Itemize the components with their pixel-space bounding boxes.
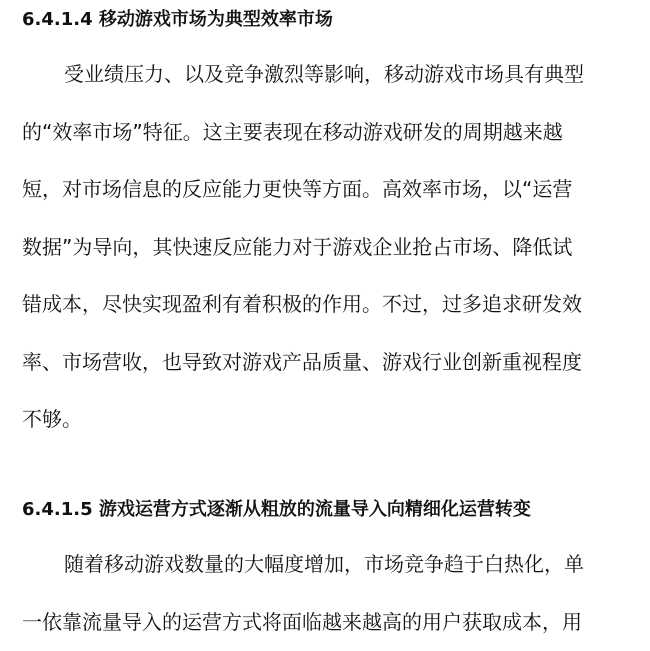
paragraph-line: 数据”为导向，其快速反应能力对于游戏企业抢占市场、降低试 [22, 219, 622, 277]
section-paragraph-6-4-1-5 [22, 536, 622, 651]
paragraph-line: 不够。 [22, 391, 622, 449]
paragraph-line: 一依靠流量导入的运营方式将面临越来越高的用户获取成本，用 [22, 594, 622, 651]
paragraph-line: 错成本，尽快实现盈利有着积极的作用。不过，过多追求研发效 [22, 276, 622, 334]
paragraph-line: 短，对市场信息的反应能力更快等方面。高效率市场，以“运营 [22, 161, 622, 219]
paragraph-line: 的“效率市场”特征。这主要表现在移动游戏研发的周期越来越 [22, 104, 622, 162]
paragraph-line: 受业绩压力、以及竞争激烈等影响，移动游戏市场具有典型 [22, 46, 622, 104]
section-paragraph-6-4-1-4 [22, 46, 622, 449]
paragraph-line: 率、市场营收，也导致对游戏产品质量、游戏行业创新重视程度 [22, 334, 622, 392]
section-heading-6-4-1-5: 6.4.1.5 游戏运营方式逐渐从粗放的流量导入向精细化运营转变 [22, 498, 531, 522]
section-heading-6-4-1-4: 6.4.1.4 移动游戏市场为典型效率市场 [22, 8, 333, 32]
paragraph-line: 随着移动游戏数量的大幅度增加，市场竞争趋于白热化，单 [22, 536, 622, 594]
